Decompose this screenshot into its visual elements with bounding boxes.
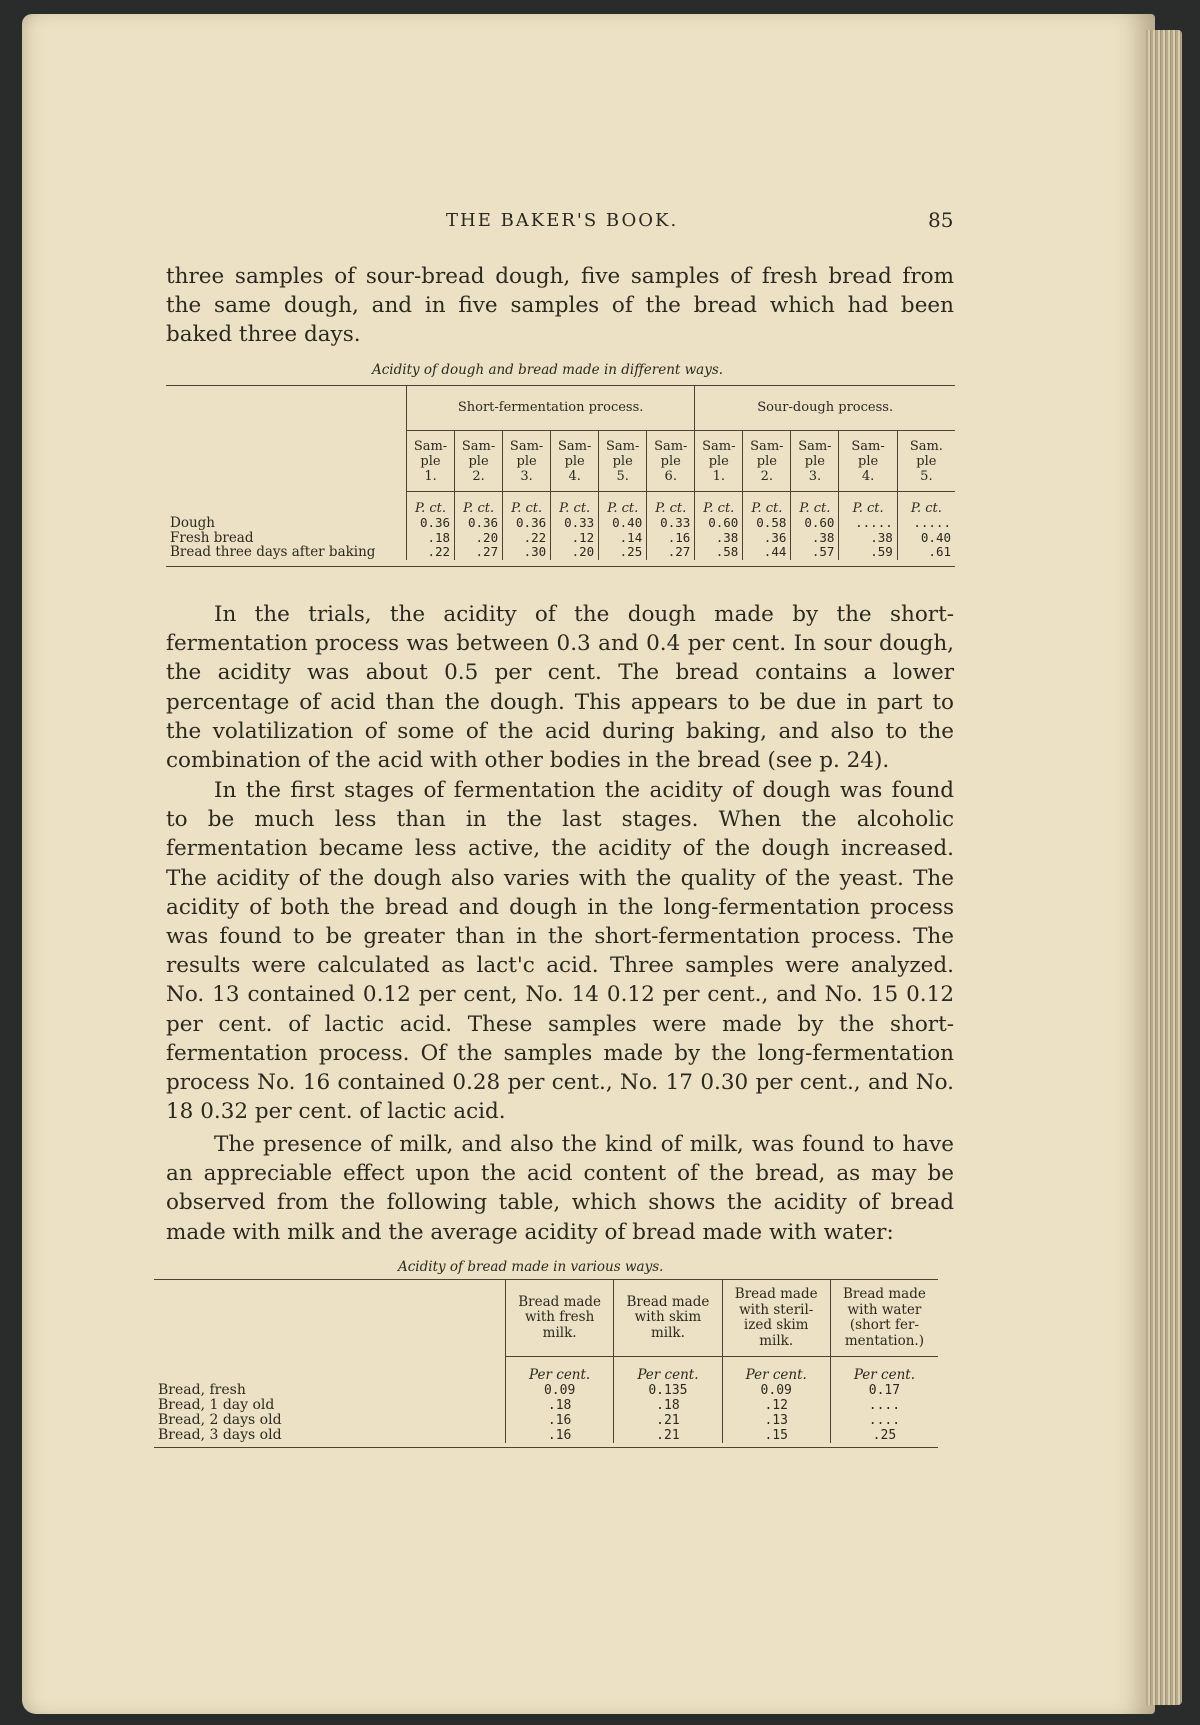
table-row	[154, 1413, 938, 1428]
table2-unit-3: Per cent.	[722, 1357, 830, 1384]
sample-word: Sam-	[509, 438, 544, 454]
table1-cell: .18	[427, 529, 451, 545]
table2-cell: .18	[506, 1398, 614, 1413]
table1-row-label: Dough	[166, 516, 407, 531]
table2-cell: .16	[506, 1428, 614, 1443]
table1-cell: .....	[897, 516, 955, 531]
sample-number: 5.	[920, 468, 933, 484]
table1-cell: 0.40	[897, 531, 955, 546]
table-row	[166, 545, 955, 560]
table1-cell: .25	[599, 545, 647, 560]
sample-word-2: ple	[564, 453, 585, 469]
table1-sample-header-5	[599, 431, 647, 492]
sample-word-2: ple	[756, 453, 777, 469]
sample-word: Sam-	[606, 438, 640, 454]
table1-cell: .22	[427, 544, 451, 559]
table1-cell: 0.60	[791, 516, 839, 531]
column-header-line: Bread made	[843, 1286, 926, 1302]
table1-cell: .44	[743, 545, 791, 560]
column-header-line: Bread made	[734, 1286, 818, 1302]
table1-unit-6: P. ct.	[647, 492, 695, 517]
column-header-line: Bread made	[518, 1293, 602, 1310]
sample-number: 2.	[760, 468, 774, 484]
table1-sample-header-3	[503, 431, 551, 492]
table1-cell: .12	[551, 531, 599, 546]
table1-sample-header-4	[551, 431, 599, 492]
table1-sample-header-2	[455, 431, 503, 492]
column-header-line: with skim	[634, 1309, 702, 1326]
table2-unit-1: Per cent.	[506, 1357, 614, 1384]
table1-cell: .38	[839, 531, 897, 546]
table1-cell: .27	[647, 545, 695, 560]
table2-column-header-2	[614, 1280, 722, 1357]
sample-word: Sam.	[909, 438, 943, 454]
paragraph-milk: The presence of milk, and also the kind of milk, was found to have an appreciable effect upon the acid content of the bread, as may be observed from the following table, which shows the acidity of bread made with milk and the average acidity of bread made with water:	[166, 1132, 954, 1245]
table1-sample-header-9	[791, 431, 839, 492]
table2-row-label: Bread, 3 days old	[154, 1428, 506, 1443]
table1-cell: 0.36	[419, 515, 451, 530]
sample-word-2: ple	[916, 453, 937, 469]
running-head: THE BAKER'S BOOK.	[446, 210, 679, 231]
sample-number: 6.	[664, 468, 677, 484]
sample-number: 1.	[712, 468, 725, 484]
sample-number: 5.	[616, 468, 629, 484]
table1-unit-4: P. ct.	[551, 492, 599, 517]
table2-cell: .18	[614, 1398, 722, 1413]
sample-number: 2.	[472, 468, 485, 484]
table1-cell: 0.58	[743, 516, 791, 531]
table1-cell: 0.40	[599, 516, 647, 531]
sample-number: 4.	[568, 468, 581, 484]
table2-cell: .13	[722, 1413, 830, 1428]
table2-cell: .16	[506, 1413, 614, 1428]
column-header-line: Bread made	[626, 1293, 710, 1310]
sample-word-2: ple	[468, 453, 489, 469]
column-header-line: with steril-	[739, 1301, 814, 1318]
table2-unit-2: Per cent.	[614, 1357, 722, 1384]
sample-word: Sam-	[798, 438, 832, 454]
acidity-dough-bread-table	[166, 385, 955, 567]
column-header-line: mentation.)	[844, 1332, 924, 1349]
table1-stub-header	[166, 386, 407, 517]
column-header-line: ized skim	[743, 1317, 809, 1333]
table2-cell: ....	[830, 1398, 938, 1413]
paragraph-trials: In the trials, the acidity of the dough made by the short-fermentation process was between 0.3 and 0.4 per cent. In sour dough, the acidity was about 0.5 per cent. The bread contains a lower percentage of acid than the dough. This appears to be due in part to the volatilization of some of the acid during baking, and also to the combination of the acid with other bodies in the bread (see p. 24).	[166, 602, 954, 774]
table1-unit-9: P. ct.	[791, 492, 839, 517]
table1-row-label: Bread three days after baking	[166, 545, 407, 560]
table1-cell: .36	[743, 531, 791, 546]
table-row	[154, 1398, 938, 1413]
sample-word-2: ple	[516, 453, 537, 469]
table-row	[166, 516, 955, 531]
table1-cell: 0.33	[551, 516, 599, 531]
page-edges	[1146, 30, 1182, 1705]
table2-cell: .21	[614, 1428, 722, 1443]
table1-sample-header-6	[647, 431, 695, 492]
table1-cell: 0.33	[647, 516, 695, 531]
table1-unit-5: P. ct.	[599, 492, 647, 517]
table2-bottom-spacer	[154, 1443, 938, 1448]
table1-sample-header-11	[897, 431, 955, 492]
table1-sample-header-10	[839, 431, 897, 492]
sample-word: Sam-	[654, 438, 688, 454]
column-header-line: (short fer-	[849, 1317, 920, 1333]
paragraph-fermentation: In the first stages of fermentation the acidity of dough was found to be much less than in the last stages. When the alcoholic fermentation became less active, the acidity of the dough increased. The acidity of the dough also varies with the quality of the yeast. The acidity of both the bread and dough in the long-fermentation process was found to be greater than in the short-fermentation process. The results were calculated as lact'c acid. Three samples were analyzed. No. 13 contained 0.12 per cent, No. 14 0.12 per cent., and No. 15 0.12 per cent. of lactic acid. These samples were made by the short-fermentation process. Of the samples made by the long-fermentation process No. 16 contained 0.28 per cent., No. 17 0.30 per cent., and No. 18 0.32 per cent. of lactic acid.	[166, 778, 954, 1125]
table1-cell: .20	[551, 545, 599, 560]
table1-unit-2: P. ct.	[455, 492, 503, 517]
table2-column-header-1	[506, 1280, 614, 1357]
paragraph-intro: three samples of sour-bread dough, five samples of fresh bread from the same dough, and in five samples of the bread which had been baked three days.	[166, 264, 954, 348]
table2-cell: .15	[722, 1428, 830, 1443]
table2-column-header-3	[722, 1280, 830, 1357]
column-header-line: milk.	[650, 1324, 685, 1341]
table2-cell: ....	[830, 1413, 938, 1428]
table1-cell: .27	[455, 545, 503, 560]
table2-unit-4: Per cent.	[830, 1357, 938, 1384]
table1-sample-header-7	[695, 431, 743, 492]
column-header-line: with fresh	[524, 1309, 595, 1326]
table1-cell: 0.60	[695, 516, 743, 531]
table1-unit-3: P. ct.	[503, 492, 551, 517]
sample-word: Sam-	[557, 438, 592, 454]
table1-cell: .38	[695, 531, 743, 546]
sample-word: Sam-	[461, 438, 496, 454]
table-row	[154, 1383, 938, 1398]
column-header-line: with water	[847, 1301, 922, 1318]
table2-cell: 0.09	[722, 1383, 830, 1398]
table2-caption: Acidity of bread made in various ways.	[398, 1259, 664, 1275]
table1-row-label: Fresh bread	[166, 531, 407, 546]
sample-word-2: ple	[708, 453, 729, 469]
table2-cell: .12	[722, 1398, 830, 1413]
table1-group-short: Short-fermentation process.	[407, 386, 695, 431]
table2-row-label: Bread, fresh	[154, 1383, 506, 1398]
table1-cell: .59	[839, 545, 897, 560]
table1-cell: .61	[897, 545, 955, 560]
table1-unit-10: P. ct.	[839, 492, 897, 517]
sample-word: Sam-	[851, 438, 885, 454]
table2-cell: .25	[830, 1428, 938, 1443]
table1-sample-header-8	[743, 431, 791, 492]
sample-word-2: ple	[660, 453, 681, 469]
table1-cell: .58	[695, 545, 743, 560]
column-header-line: milk.	[542, 1324, 577, 1341]
table2-row-label: Bread, 2 days old	[154, 1413, 506, 1428]
table1-unit-8: P. ct.	[743, 492, 791, 517]
table2-column-header-4	[830, 1280, 938, 1357]
sample-number: 4.	[861, 468, 875, 484]
table1-group-sour: Sour-dough process.	[695, 386, 955, 431]
sample-word-2: ple	[804, 453, 825, 469]
column-header-line: milk.	[759, 1332, 794, 1349]
table1-sample-header-1	[407, 431, 455, 492]
sample-word-2: ple	[420, 453, 441, 469]
table1-unit-7: P. ct.	[695, 492, 743, 517]
table2-cell: 0.135	[614, 1383, 722, 1398]
table2-row-label: Bread, 1 day old	[154, 1398, 506, 1413]
table1-cell: 0.36	[455, 516, 503, 531]
table1-cell: .20	[455, 531, 503, 546]
table1-cell: 0.36	[503, 516, 551, 531]
sample-word: Sam-	[750, 438, 784, 454]
table1-cell: .38	[791, 531, 839, 546]
table1-cell: .....	[839, 516, 897, 531]
table2-cell: 0.09	[506, 1383, 614, 1398]
table1-unit-11: P. ct.	[897, 492, 955, 517]
sample-word: Sam-	[702, 438, 736, 454]
table2-cell: .21	[614, 1413, 722, 1428]
table2-cell: 0.17	[830, 1383, 938, 1398]
table1-bottom-spacer	[166, 560, 955, 567]
table1-cell: .57	[791, 545, 839, 560]
table1-unit-1: P. ct.	[415, 501, 447, 516]
table1-cell: .14	[599, 531, 647, 546]
sample-word: Sam-	[413, 438, 448, 454]
table-row	[154, 1428, 938, 1443]
sample-number: 3.	[808, 468, 822, 484]
sample-number: 1.	[424, 468, 437, 484]
acidity-bread-milk-table	[154, 1279, 938, 1448]
sample-number: 3.	[520, 468, 533, 484]
table1-caption: Acidity of dough and bread made in different ways.	[372, 362, 724, 378]
table1-cell: .30	[503, 545, 551, 560]
sample-word-2: ple	[858, 453, 879, 469]
table2-stub-header	[154, 1280, 506, 1384]
table1-cell: .22	[503, 531, 551, 546]
table1-cell: .16	[647, 531, 695, 546]
table-row	[166, 531, 955, 546]
sample-word-2: ple	[612, 453, 633, 469]
page-number: 85	[928, 208, 954, 232]
